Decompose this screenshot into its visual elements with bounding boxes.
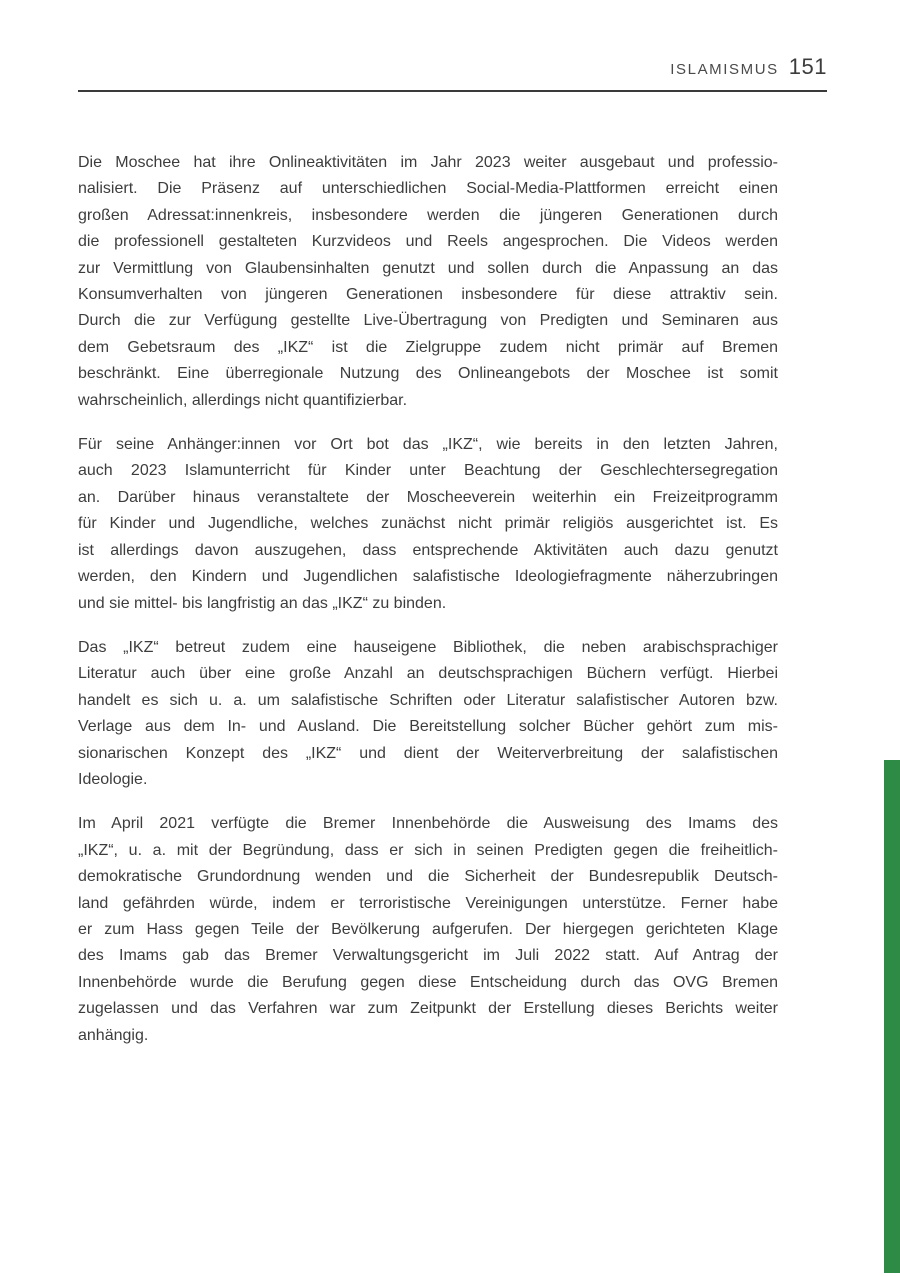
text-line: Die Moschee hat ihre Onlineaktivitäten im Jahr 2023 weiter ausgebaut und professio- [78, 154, 778, 171]
text-line: handelt es sich u. a. um salafistische Schriften oder Literatur salafistischer Autoren bzw. [78, 691, 778, 709]
paragraph [78, 150, 778, 414]
text-line: werden, den Kindern und Jugendlichen salafistische Ideologiefragmente näherzubringen [78, 568, 778, 586]
text-line: Durch die zur Verfügung gestellte Live-Übertragung von Predigten und Seminaren aus [78, 312, 778, 330]
text-line: des Imams gab das Bremer Verwaltungsgericht im Juli 2022 statt. Auf Antrag der [78, 947, 778, 965]
text-line: Verlage aus dem In- und Ausland. Die Bereitstellung solcher Bücher gehört zum mis- [78, 718, 778, 736]
text-line: wahrscheinlich, allerdings nicht quantifizierbar. [78, 391, 408, 409]
paragraph [78, 635, 778, 793]
text-line: nalisiert. Die Präsenz auf unterschiedlichen Social-Media-Plattformen erreicht einen [78, 180, 778, 198]
text-line: beschränkt. Eine überregionale Nutzung des Onlineangebots der Moschee ist somit [78, 365, 778, 383]
text-line: Konsumverhalten von jüngeren Generationen insbesondere für diese attraktiv sein. [78, 286, 778, 304]
text-line: Das „IKZ“ betreut zudem eine hauseigene Bibliothek, die neben arabischsprachiger [78, 638, 778, 656]
text-line: „IKZ“, u. a. mit der Begründung, dass er sich in seinen Predigten gegen die freiheitlich- [78, 841, 778, 859]
text-line: Für seine Anhänger:innen vor Ort bot das „IKZ“, wie bereits in den letzten Jahren, [78, 436, 778, 454]
text-line: Literatur auch über eine große Anzahl an deutschsprachigen Büchern verfügt. Hierbei [78, 665, 778, 683]
text-line: anhängig. [78, 1026, 149, 1044]
text-line: zugelassen und das Verfahren war zum Zeitpunkt der Erstellung dieses Berichts weiter [78, 1000, 778, 1018]
paragraph [78, 432, 778, 617]
body-text [78, 150, 778, 1067]
text-line: sionarischen Konzept des „IKZ“ und dient der Weiterverbreitung der salafistischen [78, 744, 778, 762]
section-color-bar [884, 760, 900, 1273]
header-rule [78, 90, 827, 92]
page-header [78, 0, 827, 92]
section-label: ISLAMISMUS [670, 61, 779, 78]
text-line: Im April 2021 verfügte die Bremer Innenbehörde die Ausweisung des Imams des [78, 815, 778, 833]
paragraph [78, 811, 778, 1049]
text-line: Ideologie. [78, 770, 148, 788]
text-line: Innenbehörde wurde die Berufung gegen diese Entscheidung durch das OVG Bremen [78, 973, 778, 991]
text-line: land gefährden würde, indem er terroristische Vereinigungen unterstütze. Ferner habe [78, 894, 778, 912]
text-line: auch 2023 Islamunterricht für Kinder unter Beachtung der Geschlechtersegregation [78, 462, 778, 480]
text-line: dem Gebetsraum des „IKZ“ ist die Zielgruppe zudem nicht primär auf Bremen [78, 338, 778, 356]
text-line: für Kinder und Jugendliche, welches zunächst nicht primär religiös ausgerichtet ist. Es [78, 515, 778, 533]
text-line: zur Vermittlung von Glaubensinhalten genutzt und sollen durch die Anpassung an das [78, 259, 778, 277]
page-number: 151 [788, 54, 827, 79]
text-line: demokratische Grundordnung wenden und die Sicherheit der Bundesrepublik Deutsch- [78, 868, 778, 886]
text-line: an. Darüber hinaus veranstaltete der Moscheeverein weiterhin ein Freizeitprogramm [78, 488, 778, 506]
text-line: die professionell gestalteten Kurzvideos und Reels angesprochen. Die Videos werden [78, 233, 778, 251]
text-line: und sie mittel- bis langfristig an das „IKZ“ zu binden. [78, 594, 447, 612]
text-line: großen Adressat:innenkreis, insbesondere werden die jüngeren Generationen durch [78, 206, 778, 224]
text-line: er zum Hass gegen Teile der Bevölkerung aufgerufen. Der hiergegen gerichteten Klage [78, 920, 778, 938]
running-head [670, 54, 827, 80]
text-line: ist allerdings davon auszugehen, dass entsprechende Aktivitäten auch dazu genutzt [78, 541, 778, 559]
